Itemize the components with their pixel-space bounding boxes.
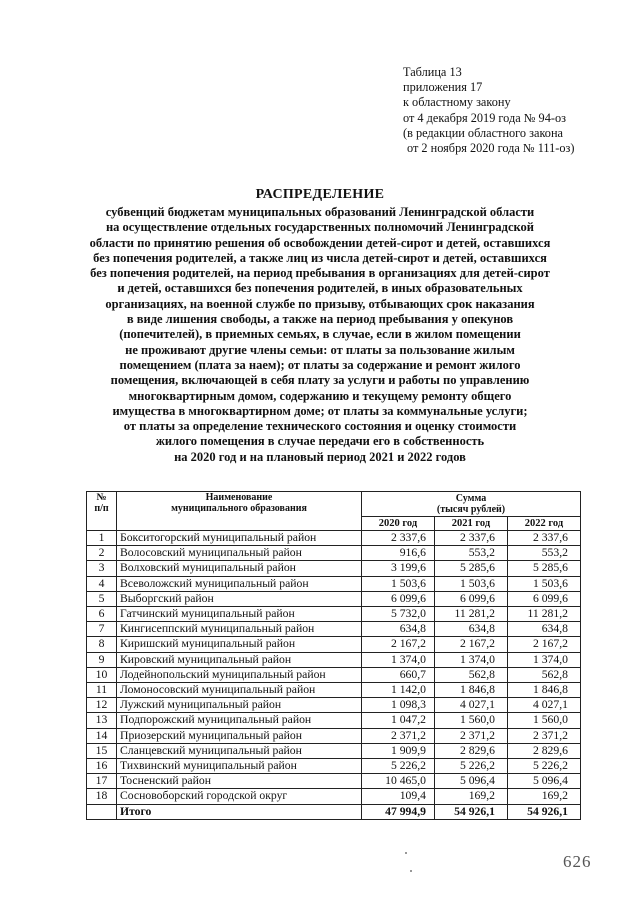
table-row	[87, 622, 581, 637]
row-value-2022: 2 371,2	[508, 728, 581, 743]
subtitle-line: в виде лишения свободы, а также на период пребывания у опекунов	[126, 312, 514, 327]
row-value-2021: 1 503,6	[435, 576, 508, 591]
column-header-year-2020: 2020 год	[362, 517, 435, 531]
row-value-2020: 2 371,2	[362, 728, 435, 743]
row-number: 1	[87, 531, 117, 546]
row-value-2022: 11 281,2	[508, 607, 581, 622]
header-note-line: к областному закону	[403, 95, 511, 110]
document-subtitle	[75, 205, 565, 465]
distribution-table	[86, 491, 581, 820]
row-value-2020: 1 909,9	[362, 743, 435, 758]
table-row	[87, 774, 581, 789]
row-name: Тосненский район	[117, 774, 362, 789]
row-number: 9	[87, 652, 117, 667]
row-number: 18	[87, 789, 117, 804]
row-value-2021: 5 226,2	[435, 759, 508, 774]
table-row	[87, 531, 581, 546]
row-name: Сосновоборский городской округ	[117, 789, 362, 804]
table-row	[87, 637, 581, 652]
row-value-2021: 1 846,8	[435, 683, 508, 698]
row-value-2020: 1 098,3	[362, 698, 435, 713]
row-value-2021: 2 829,6	[435, 743, 508, 758]
row-number: 13	[87, 713, 117, 728]
row-value-2022: 6 099,6	[508, 591, 581, 606]
row-number: 4	[87, 576, 117, 591]
row-value-2020: 109,4	[362, 789, 435, 804]
row-value-2022: 2 829,6	[508, 743, 581, 758]
total-2022: 54 926,1	[508, 804, 581, 819]
subtitle-line: помещения, включающей в себя плату за услуги и работы по управлению	[110, 373, 530, 388]
table-row	[87, 652, 581, 667]
table-row	[87, 576, 581, 591]
scan-speck	[405, 852, 407, 854]
column-header-number: № п/п	[87, 492, 117, 531]
subtitle-line: (попечителей), в приемных семьях, в случае, если в жилом помещении	[119, 327, 521, 342]
row-value-2022: 1 374,0	[508, 652, 581, 667]
row-name: Киришский муниципальный район	[117, 637, 362, 652]
row-number: 16	[87, 759, 117, 774]
row-value-2020: 3 199,6	[362, 561, 435, 576]
row-value-2022: 1 503,6	[508, 576, 581, 591]
page-stamp: 626	[563, 852, 592, 871]
subtitle-line: на осуществление отдельных государственных полномочий Ленинградской	[105, 220, 535, 235]
header-note-line: от 4 декабря 2019 года № 94-оз	[403, 110, 566, 125]
subtitle-line: без попечения родителей, а также лиц из числа детей-сирот и детей, оставшихся	[93, 250, 547, 265]
table-row	[87, 591, 581, 606]
row-value-2022: 5 096,4	[508, 774, 581, 789]
row-name: Волховский муниципальный район	[117, 561, 362, 576]
header-note	[403, 65, 574, 156]
row-name: Кировский муниципальный район	[117, 652, 362, 667]
table-row	[87, 728, 581, 743]
subtitle-line: на 2020 год и на плановый период 2021 и 2022 годов	[174, 449, 466, 464]
row-value-2020: 1 047,2	[362, 713, 435, 728]
scan-speck	[410, 870, 412, 872]
row-value-2022: 562,8	[508, 667, 581, 682]
row-value-2021: 1 560,0	[435, 713, 508, 728]
table-row	[87, 698, 581, 713]
row-number: 10	[87, 667, 117, 682]
row-number: 11	[87, 683, 117, 698]
row-value-2021: 5 096,4	[435, 774, 508, 789]
row-value-2020: 2 167,2	[362, 637, 435, 652]
row-value-2022: 2 337,6	[508, 531, 581, 546]
row-value-2022: 5 285,6	[508, 561, 581, 576]
table-row	[87, 789, 581, 804]
subtitle-line: от платы за определение технического состояния и оценку стоимости	[123, 419, 517, 434]
row-value-2020: 10 465,0	[362, 774, 435, 789]
subtitle-line: имущества в многоквартирном доме; от платы за коммунальные услуги;	[112, 403, 528, 418]
row-value-2021: 2 167,2	[435, 637, 508, 652]
row-name: Сланцевский муниципальный район	[117, 743, 362, 758]
row-value-2020: 2 337,6	[362, 531, 435, 546]
row-value-2022: 553,2	[508, 546, 581, 561]
row-value-2021: 11 281,2	[435, 607, 508, 622]
row-value-2020: 916,6	[362, 546, 435, 561]
table-row	[87, 607, 581, 622]
row-number: 2	[87, 546, 117, 561]
row-number: 8	[87, 637, 117, 652]
table-row	[87, 743, 581, 758]
column-header-year-2022: 2022 год	[508, 517, 581, 531]
row-value-2020: 5 226,2	[362, 759, 435, 774]
row-value-2021: 4 027,1	[435, 698, 508, 713]
subtitle-line: без попечения родителей, на период пребывания в организациях для детей-сирот	[90, 266, 550, 281]
row-value-2021: 1 374,0	[435, 652, 508, 667]
row-value-2021: 562,8	[435, 667, 508, 682]
row-value-2022: 1 560,0	[508, 713, 581, 728]
table-row	[87, 546, 581, 561]
row-name: Лужский муниципальный район	[117, 698, 362, 713]
row-value-2021: 169,2	[435, 789, 508, 804]
row-number: 12	[87, 698, 117, 713]
header-note-line: приложения 17	[403, 80, 483, 95]
row-value-2020: 1 142,0	[362, 683, 435, 698]
total-2020: 47 994,9	[362, 804, 435, 819]
row-name: Бокситогорский муниципальный район	[117, 531, 362, 546]
row-name: Тихвинский муниципальный район	[117, 759, 362, 774]
total-row	[87, 804, 581, 819]
row-value-2020: 1 374,0	[362, 652, 435, 667]
document-title: РАСПРЕДЕЛЕНИЕ	[255, 187, 385, 202]
row-value-2022: 169,2	[508, 789, 581, 804]
row-value-2020: 660,7	[362, 667, 435, 682]
subtitle-line: субвенций бюджетам муниципальных образований Ленинградской области	[105, 205, 535, 219]
row-number: 15	[87, 743, 117, 758]
total-2021: 54 926,1	[435, 804, 508, 819]
column-header-year-2021: 2021 год	[435, 517, 508, 531]
row-number: 17	[87, 774, 117, 789]
column-header-name: Наименование муниципального образования	[117, 492, 362, 531]
table-row	[87, 683, 581, 698]
row-name: Приозерский муниципальный район	[117, 728, 362, 743]
row-number: 5	[87, 591, 117, 606]
row-name: Гатчинский муниципальный район	[117, 607, 362, 622]
row-value-2020: 634,8	[362, 622, 435, 637]
table-row	[87, 759, 581, 774]
row-number: 6	[87, 607, 117, 622]
row-value-2020: 5 732,0	[362, 607, 435, 622]
subtitle-line: помещением (плата за наем); от платы за содержание и ремонт жилого	[119, 357, 521, 372]
row-value-2020: 6 099,6	[362, 591, 435, 606]
row-value-2022: 4 027,1	[508, 698, 581, 713]
subtitle-line: жилого помещения в случае передачи его в собственность	[155, 434, 485, 449]
row-value-2022: 1 846,8	[508, 683, 581, 698]
table-row	[87, 561, 581, 576]
row-value-2021: 553,2	[435, 546, 508, 561]
header-note-line: Таблица 13	[403, 65, 462, 79]
table-row	[87, 667, 581, 682]
header-note-line: (в редакции областного закона	[403, 125, 563, 140]
row-value-2021: 2 337,6	[435, 531, 508, 546]
row-name: Выборгский район	[117, 591, 362, 606]
row-value-2021: 5 285,6	[435, 561, 508, 576]
row-value-2022: 634,8	[508, 622, 581, 637]
subtitle-line: области по принятию решения об освобождении детей-сирот и детей, оставшихся	[89, 235, 551, 250]
subtitle-line: многоквартирным домом, содержанию и текущему ремонту общего	[128, 388, 512, 403]
row-number: 14	[87, 728, 117, 743]
row-name: Подпорожский муниципальный район	[117, 713, 362, 728]
subtitle-line: не проживают другие члены семьи: от платы за пользование жилым	[125, 342, 515, 357]
row-value-2020: 1 503,6	[362, 576, 435, 591]
row-value-2022: 2 167,2	[508, 637, 581, 652]
row-value-2022: 5 226,2	[508, 759, 581, 774]
row-value-2021: 2 371,2	[435, 728, 508, 743]
row-name: Ломоносовский муниципальный район	[117, 683, 362, 698]
table-row	[87, 713, 581, 728]
row-number: 7	[87, 622, 117, 637]
row-value-2021: 6 099,6	[435, 591, 508, 606]
header-note-line: от 2 ноября 2020 года № 111-оз)	[407, 141, 575, 156]
row-name: Кингисеппский муниципальный район	[117, 622, 362, 637]
row-name: Волосовский муниципальный район	[117, 546, 362, 561]
subtitle-line: организациях, на военной службе по призыву, отбывающих срок наказания	[105, 296, 535, 311]
total-number	[87, 804, 117, 819]
total-label: Итого	[117, 804, 362, 819]
column-header-sum: Сумма (тысяч рублей)	[362, 492, 581, 517]
row-value-2021: 634,8	[435, 622, 508, 637]
row-number: 3	[87, 561, 117, 576]
row-name: Всеволожский муниципальный район	[117, 576, 362, 591]
subtitle-line: и детей, оставшихся без попечения родителей, в иных образовательных	[117, 281, 523, 296]
row-name: Лодейнопольский муниципальный район	[117, 667, 362, 682]
